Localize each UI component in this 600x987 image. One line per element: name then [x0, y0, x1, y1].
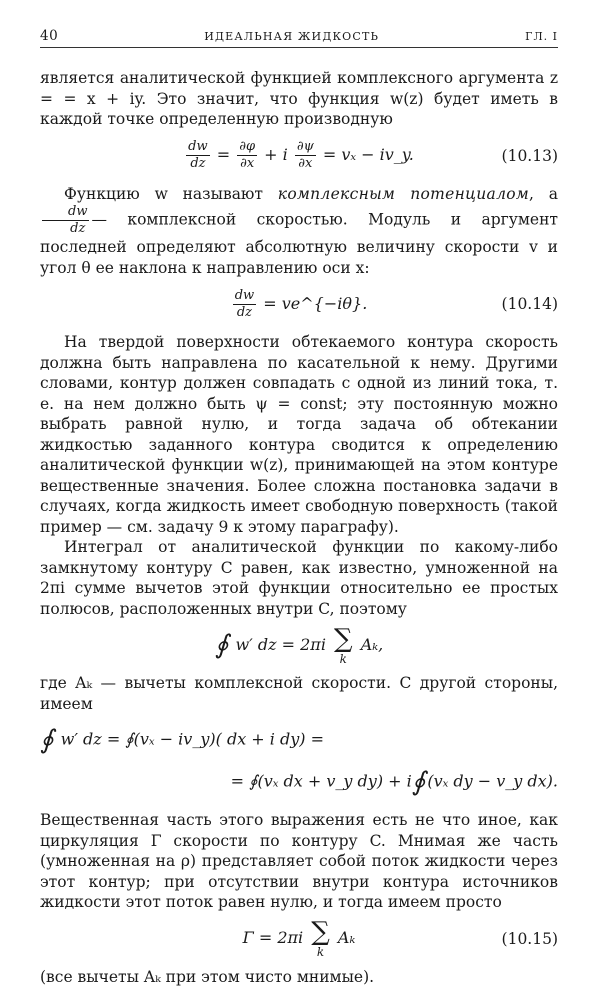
paragraph-3: На твердой поверхности обтекаемого контура скорость должна быть направлена по касательной к нему. Другими словами, контур должен совпадать с одной из линий тока, т. е. на нем должно быть ψ = const; эту постоянную можно выбрать равной нулю, и тогда задача об обтекании жидкостью заданного контура сводится к определению аналитической функции w(z), принимающей на этом контуре вещественные значения. Более сложна постановка задачи в случаях, когда жидкость имеет свободную поверхность (такой пример — см. задачу 9 к этому параграфу).: [40, 332, 558, 537]
running-header: [40, 28, 558, 48]
equation-number: (10.15): [502, 928, 558, 949]
paragraph-7: (все вычеты Aₖ при этом чисто мнимые).: [40, 967, 558, 987]
equation-circulation-line1: ∮ w′ dz = ∮(vₓ − iv_y)( dx + i dy) =: [40, 720, 558, 760]
equation-10-13: $\frac{dw}{dz}$ = $\frac{\partial\varphi}{\partial x}$ + i $\frac{\partial\psi}{\partial x}$ = vₓ − iv_y. (10.13): [40, 136, 558, 176]
paragraph-2: Функцию w называют комплексным потенциалом, а $\frac{dw}{dz}$ — комплексной скоростью. Модуль и аргумент последней определяют абсолютную величину скорости v и угол θ ее наклона к направлению оси x:: [40, 184, 558, 279]
page: [40, 28, 558, 987]
paragraph-4: Интеграл от аналитической функции по какому-либо замкнутому контуру C равен, как известно, умноженной на 2πi сумме вычетов этой функции относительно ее простых полюсов, расположенных внутри C, поэтому: [40, 537, 558, 619]
eq1-frac-dw-dz: $\frac{dw}{dz}$: [186, 139, 209, 172]
chapter-label: ГЛ. I: [525, 30, 558, 43]
paragraph-6: Вещественная часть этого выражения есть не что иное, как циркуляция Γ скорости по контуру C. Мнимая же часть (умноженная на ρ) представляет собой поток жидкости через этот контур; при отсутствии внутри контура источников жидкости этот поток равен нулю, и тогда имеем просто: [40, 810, 558, 913]
eq1-frac-dphi-dx: $\frac{\partial\varphi}{\partial x}$: [237, 139, 257, 172]
paragraph-5: где Aₖ — вычеты комплексной скорости. С другой стороны, имеем: [40, 673, 558, 714]
equation-number: (10.13): [502, 145, 558, 166]
equation-residue-sum: ∮ w′ dz = 2πi ∑ k Aₖ,: [40, 625, 558, 665]
body-text: [40, 68, 558, 987]
inline-frac-dw-dz: $\frac{dw}{dz}$: [42, 204, 89, 237]
term-complex-potential: комплексным потенциалом: [278, 185, 529, 203]
page-number: 40: [40, 28, 58, 44]
running-title: ИДЕАЛЬНАЯ ЖИДКОСТЬ: [204, 30, 379, 43]
eq1-frac-dpsi-dx: $\frac{\partial\psi}{\partial x}$: [295, 139, 316, 172]
equation-number: (10.14): [502, 294, 558, 315]
paragraph-1: является аналитической функцией комплексного аргумента z = = x + iy. Это значит, что функция w(z) будет иметь в каждой точке определенную производную: [40, 68, 558, 130]
equation-10-15: Γ = 2πi ∑ k Aₖ (10.15): [40, 919, 558, 959]
equation-10-14: $\frac{dw}{dz}$ = ve^{−iθ}. (10.14): [40, 284, 558, 324]
equation-circulation-line2: = ∮(vₓ dx + v_y dy) + i∮ (vₓ dy − v_y dx).: [40, 762, 558, 802]
